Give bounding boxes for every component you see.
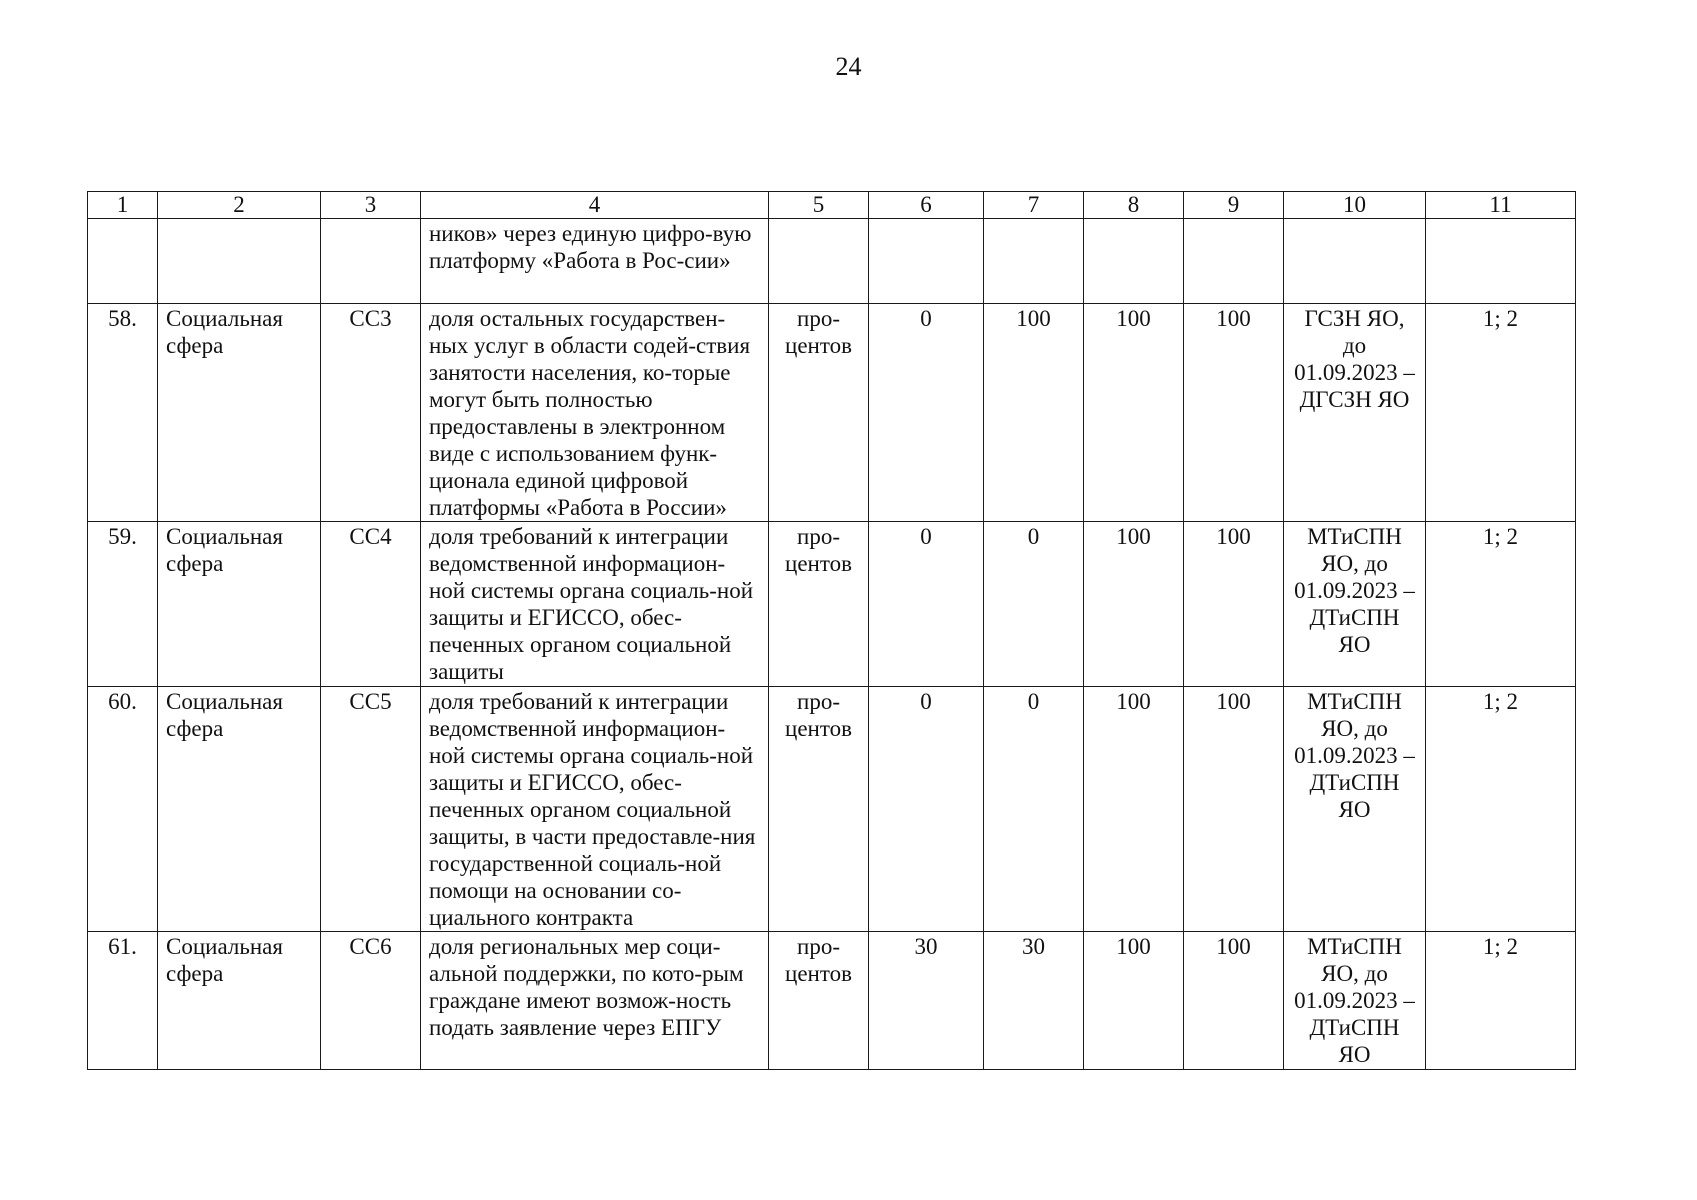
cell-unit: про-центов <box>769 304 869 522</box>
cell-description: доля региональных мер соци-альной поддержки, по кото-рым граждане имеют возмож-ность подать заявление через ЕПГУ <box>421 932 769 1070</box>
cell-responsible <box>1284 219 1426 304</box>
column-header: 1 <box>88 192 158 219</box>
indicators-table <box>87 191 1576 1070</box>
cell-value <box>1184 219 1284 304</box>
table-row <box>88 304 1576 522</box>
cell-responsible: МТиСПН ЯО, до 01.09.2023 – ДТиСПН ЯО <box>1284 932 1426 1070</box>
cell-value-8: 100 <box>1084 304 1184 522</box>
column-header: 3 <box>321 192 421 219</box>
cell-sphere: Социальная сфера <box>158 522 321 687</box>
cell-value-9: 100 <box>1184 687 1284 932</box>
cell-description: доля остальных государствен-ных услуг в области содей-ствия занятости населения, ко-торые могут быть полностью предоставлены в электронном виде с использованием функ-ционала единой цифровой платформы «Работа в России» <box>421 304 769 522</box>
column-header: 6 <box>869 192 984 219</box>
cell-source <box>1426 219 1576 304</box>
cell-code: СС4 <box>321 522 421 687</box>
cell-value-6: 0 <box>869 304 984 522</box>
cell-value-7: 100 <box>984 304 1084 522</box>
table-row <box>88 687 1576 932</box>
cell-value <box>869 219 984 304</box>
cell-num <box>88 219 158 304</box>
cell-value <box>1084 219 1184 304</box>
cell-sphere: Социальная сфера <box>158 932 321 1070</box>
cell-unit <box>769 219 869 304</box>
column-header: 2 <box>158 192 321 219</box>
cell-description: ников» через единую цифро-вую платформу «Работа в Рос-сии» <box>421 219 769 304</box>
cell-value-6: 30 <box>869 932 984 1070</box>
cell-responsible: МТиСПН ЯО, до 01.09.2023 – ДТиСПН ЯО <box>1284 687 1426 932</box>
column-header: 9 <box>1184 192 1284 219</box>
cell-source: 1; 2 <box>1426 522 1576 687</box>
cell-code <box>321 219 421 304</box>
cell-num: 58. <box>88 304 158 522</box>
cell-sphere: Социальная сфера <box>158 304 321 522</box>
table-row <box>88 522 1576 687</box>
cell-code: СС5 <box>321 687 421 932</box>
header-row <box>88 192 1576 219</box>
cell-value-6: 0 <box>869 687 984 932</box>
table-row-continuation <box>88 219 1576 304</box>
table-row <box>88 932 1576 1070</box>
cell-unit: про-центов <box>769 932 869 1070</box>
column-header: 10 <box>1284 192 1426 219</box>
cell-unit: про-центов <box>769 522 869 687</box>
cell-description: доля требований к интеграции ведомственной информацион-ной системы органа социаль-ной защиты и ЕГИССО, обес-печенных органом социальной защиты, в части предоставле-ния государственной социаль-ной помощи на основании со-циального контракта <box>421 687 769 932</box>
cell-source: 1; 2 <box>1426 932 1576 1070</box>
cell-value <box>984 219 1084 304</box>
cell-code: СС3 <box>321 304 421 522</box>
cell-code: СС6 <box>321 932 421 1070</box>
cell-num: 59. <box>88 522 158 687</box>
cell-value-7: 0 <box>984 687 1084 932</box>
cell-sphere: Социальная сфера <box>158 687 321 932</box>
cell-responsible: МТиСПН ЯО, до 01.09.2023 – ДТиСПН ЯО <box>1284 522 1426 687</box>
cell-value-9: 100 <box>1184 522 1284 687</box>
column-header: 8 <box>1084 192 1184 219</box>
cell-value-8: 100 <box>1084 522 1184 687</box>
cell-sphere <box>158 219 321 304</box>
cell-source: 1; 2 <box>1426 304 1576 522</box>
cell-value-8: 100 <box>1084 687 1184 932</box>
cell-value-6: 0 <box>869 522 984 687</box>
column-header: 7 <box>984 192 1084 219</box>
page-number: 24 <box>835 52 862 81</box>
cell-source: 1; 2 <box>1426 687 1576 932</box>
cell-value-9: 100 <box>1184 932 1284 1070</box>
column-header: 5 <box>769 192 869 219</box>
cell-value-7: 0 <box>984 522 1084 687</box>
cell-num: 60. <box>88 687 158 932</box>
column-header: 11 <box>1426 192 1576 219</box>
cell-value-8: 100 <box>1084 932 1184 1070</box>
cell-num: 61. <box>88 932 158 1070</box>
column-header: 4 <box>421 192 769 219</box>
cell-value-7: 30 <box>984 932 1084 1070</box>
cell-value-9: 100 <box>1184 304 1284 522</box>
cell-description: доля требований к интеграции ведомственной информацион-ной системы органа социаль-ной защиты и ЕГИССО, обес-печенных органом социальной защиты <box>421 522 769 687</box>
cell-unit: про-центов <box>769 687 869 932</box>
cell-responsible: ГСЗН ЯО, до 01.09.2023 – ДГСЗН ЯО <box>1284 304 1426 522</box>
